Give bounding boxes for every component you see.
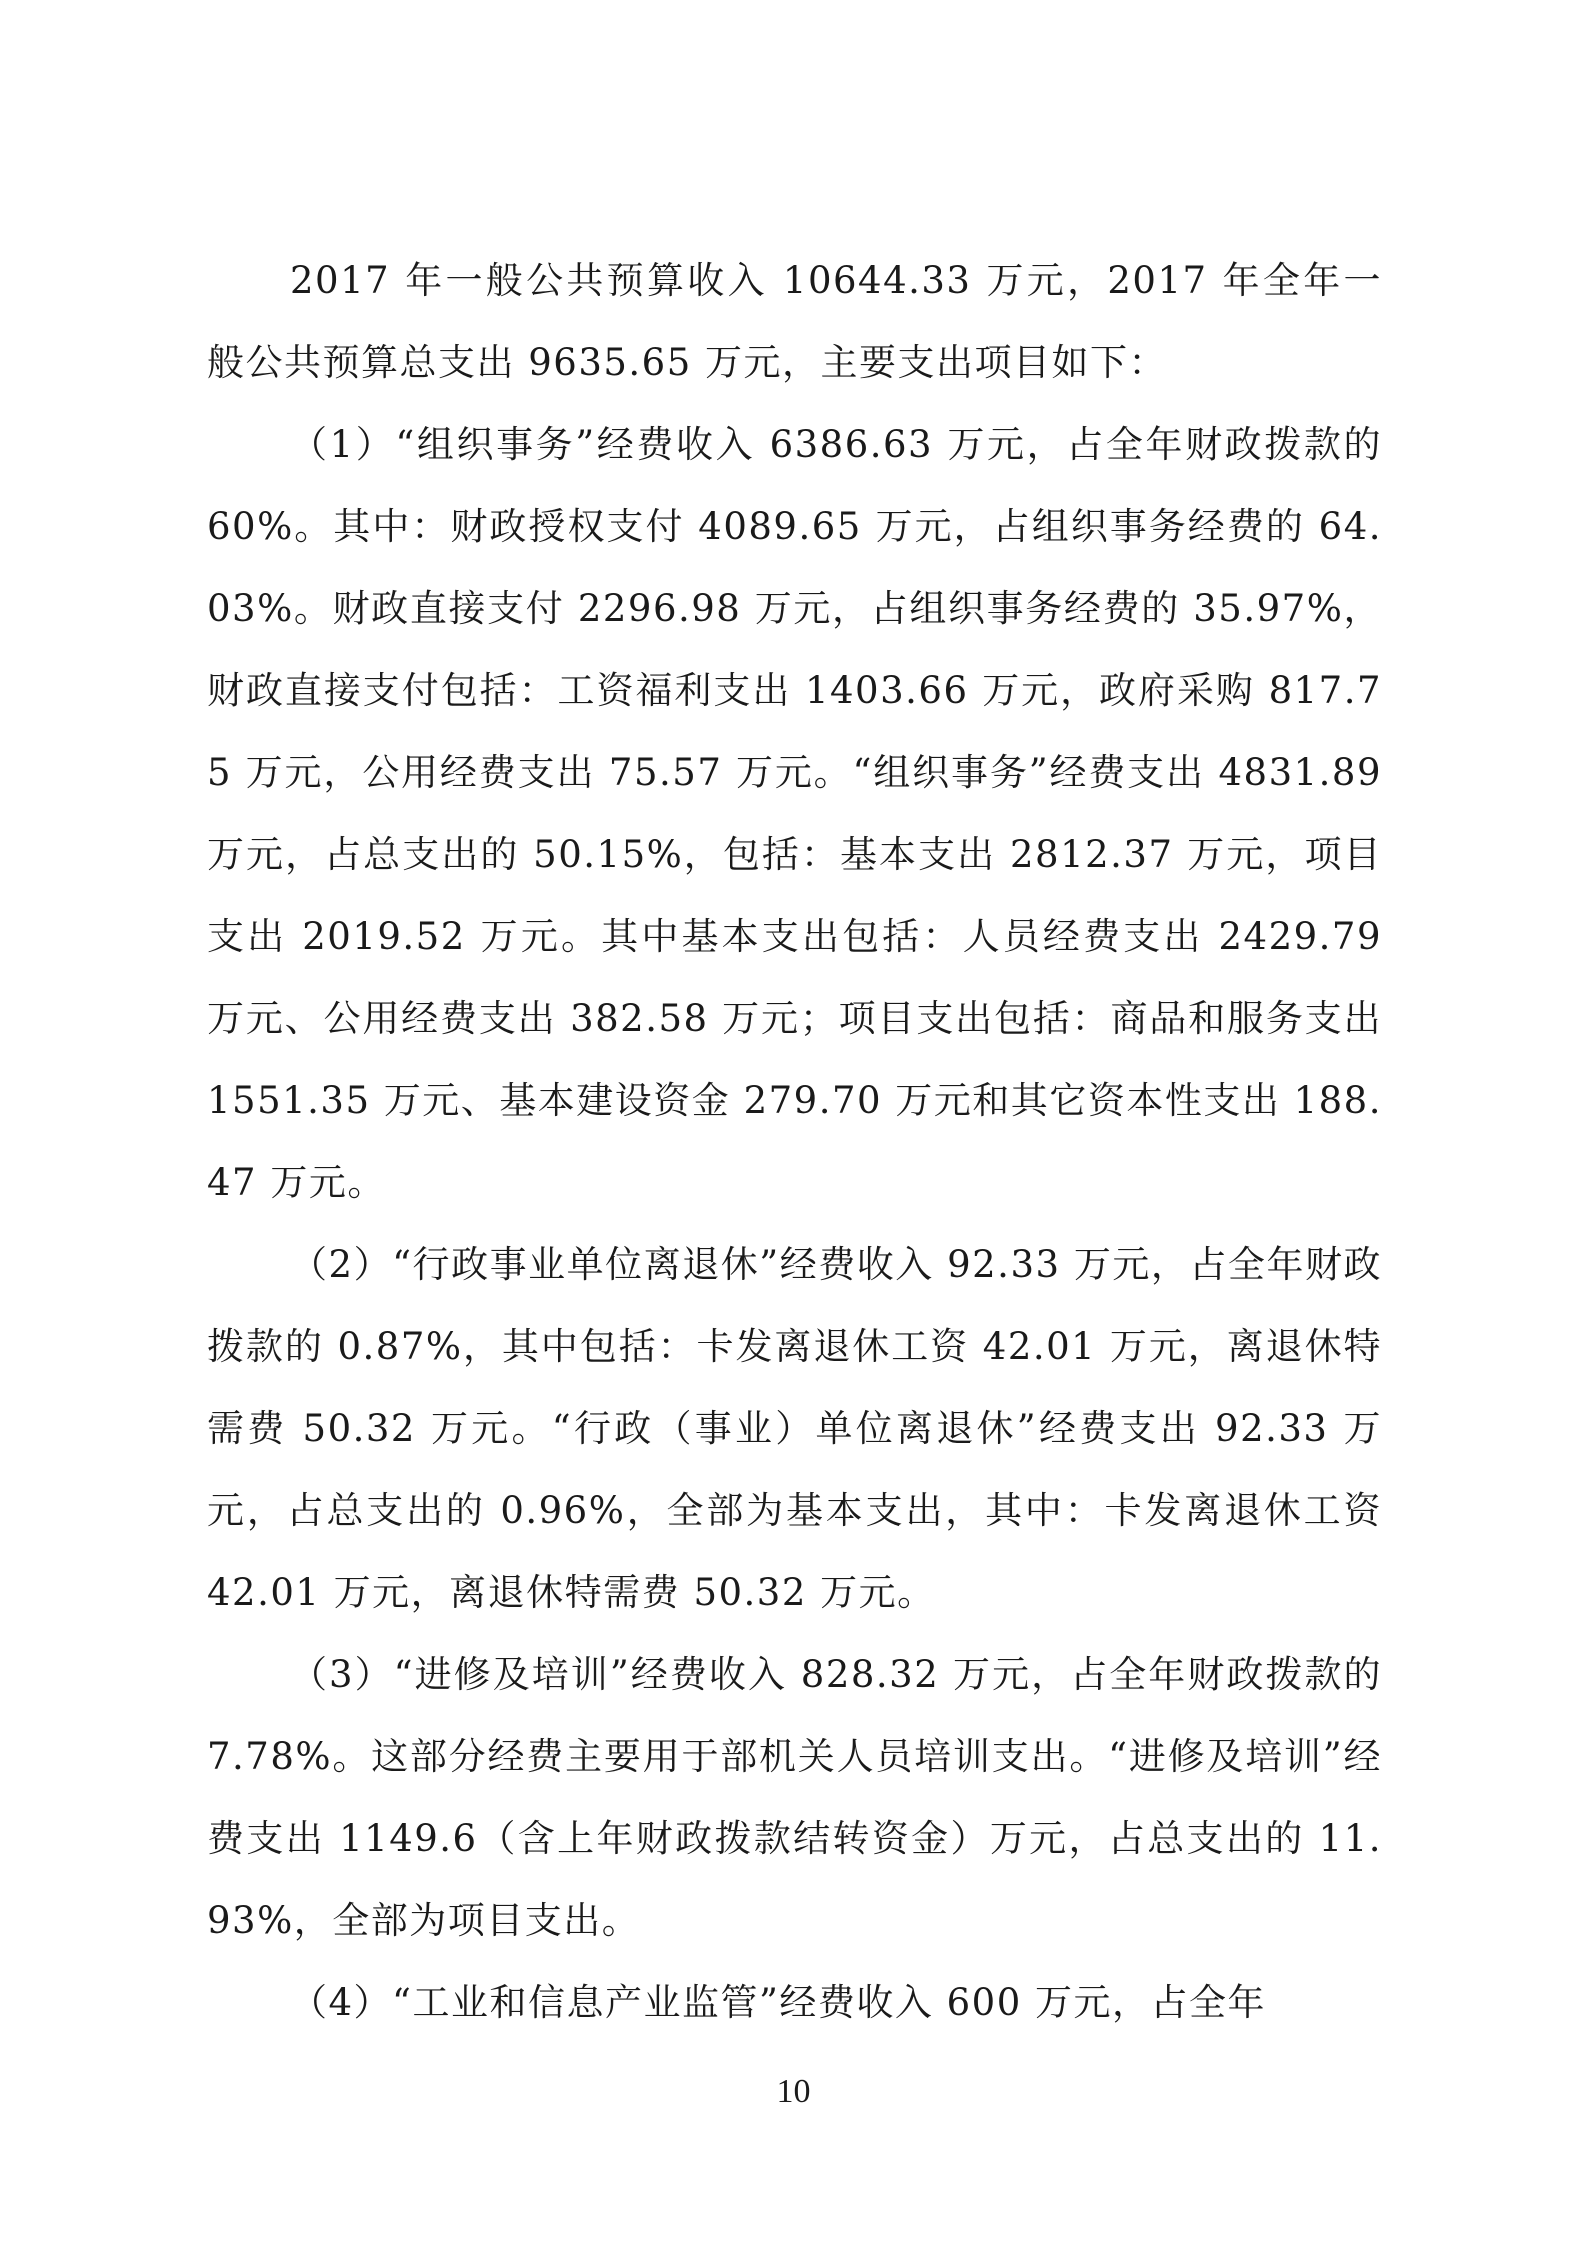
paragraph-retirement: （2）“行政事业单位离退休”经费收入 92.33 万元，占全年财政拨款的 0.87%，其中包括：卡发离退休工资 42.01 万元，离退休特需费 50.32 万元。“行政（事业）单位离退休”经费支出 92.33 万元，占总支出的 0.96%，全部为基本支出，其中：卡发离退休工资 42.01 万元，离退休特需费 50.32 万元。 <box>207 1243 1382 1614</box>
paragraph-budget-summary: 2017 年一般公共预算收入 10644.33 万元，2017 年全年一般公共预算总支出 9635.65 万元，主要支出项目如下： <box>207 259 1382 384</box>
paragraph-organization-affairs: （1）“组织事务”经费收入 6386.63 万元，占全年财政拨款的 60%。其中：财政授权支付 4089.65 万元，占组织事务经费的 64.03%。财政直接支付 2296.98 万元，占组织事务经费的 35.97%，财政直接支付包括：工资福利支出 1403.66 万元，政府采购 817.75 万元，公用经费支出 75.57 万元。“组织事务”经费支出 4831.89 万元，占总支出的 50.15%，包括：基本支出 2812.37 万元，项目支出 2019.52 万元。其中基本支出包括：人员经费支出 2429.79 万元、公用经费支出 382.58 万元；项目支出包括：商品和服务支出 1551.35 万元、基本建设资金 279.70 万元和其它资本性支出 188.47 万元。 <box>207 423 1382 1204</box>
paragraph-industry-supervision: （4）“工业和信息产业监管”经费收入 600 万元，占全年 <box>290 1981 1267 2024</box>
paragraph-training: （3）“进修及培训”经费收入 828.32 万元，占全年财政拨款的 7.78%。这部分经费主要用于部机关人员培训支出。“进修及培训”经费支出 1149.6（含上年财政拨款结转资金）万元，占总支出的 11.93%，全部为项目支出。 <box>207 1653 1382 1942</box>
page-body <box>207 240 1382 2044</box>
page-number: 10 <box>776 2073 811 2110</box>
